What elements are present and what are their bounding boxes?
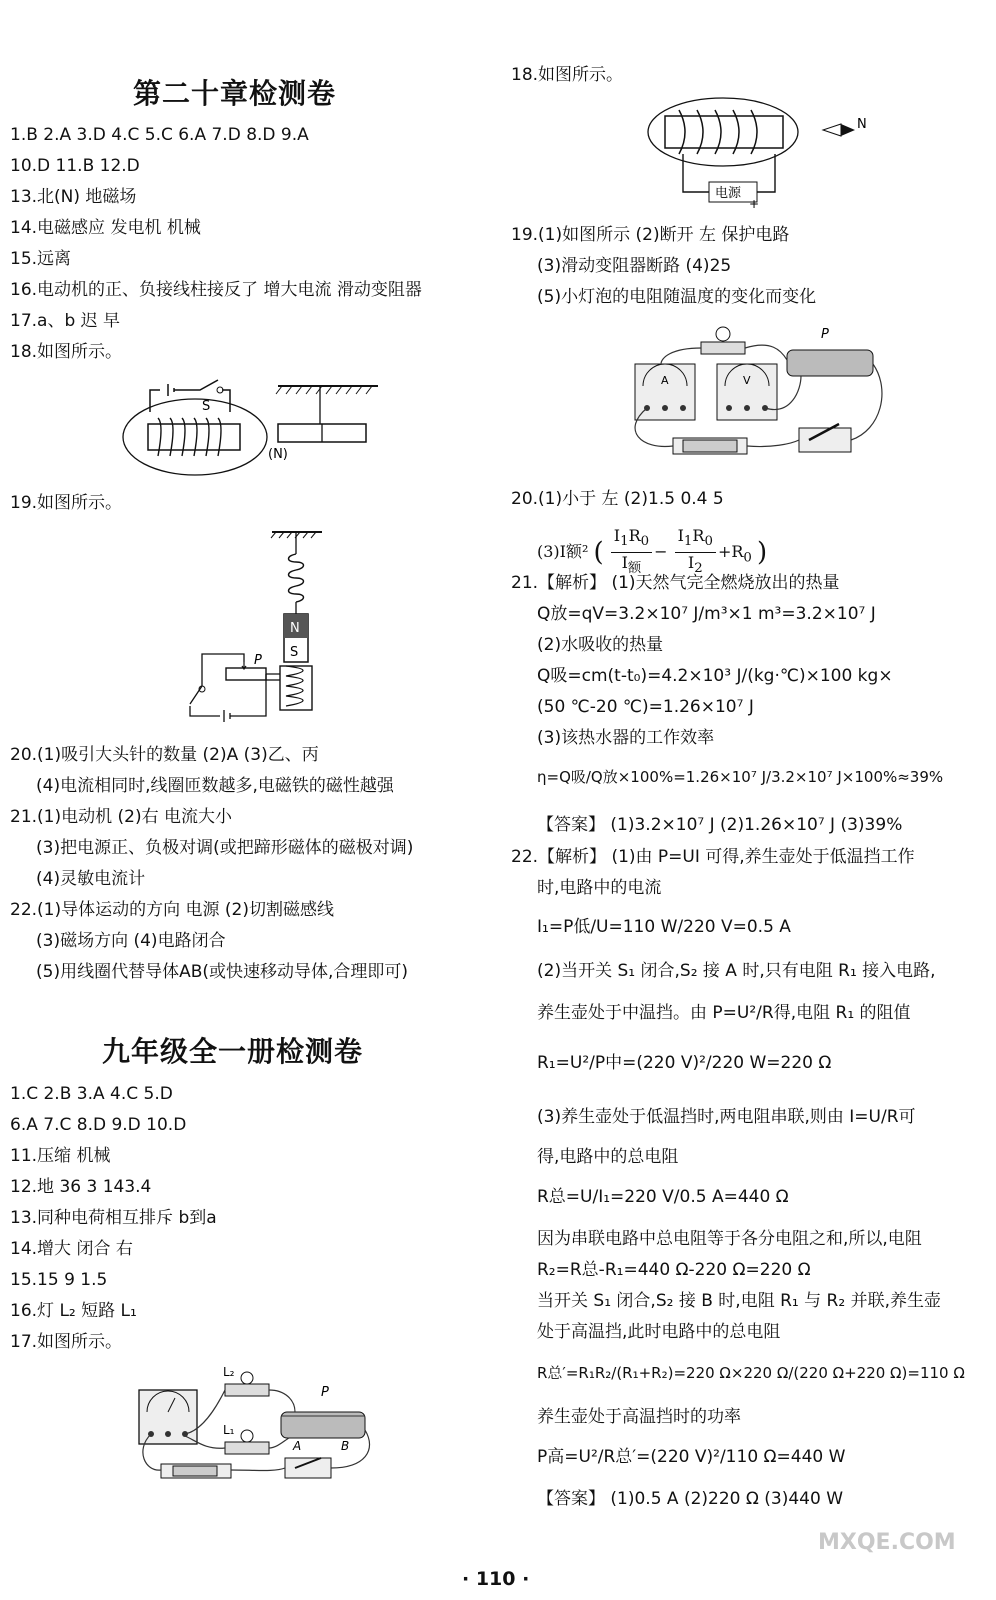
answer-box: 【答案】 (1)3.2×10⁷ J (2)1.26×10⁷ J (3)39% bbox=[537, 815, 903, 835]
figure-solenoid-compass bbox=[643, 92, 883, 210]
answer-line: 18.如图所示。 bbox=[10, 342, 123, 362]
answer-line: 14.增大 闭合 右 bbox=[10, 1239, 133, 1259]
section-heading-grade9: 九年级全一册检测卷 bbox=[102, 1035, 364, 1068]
parallel-resistance-formula: R总′=R₁R₂/(R₁+R₂)=220 Ω×220 Ω/(220 Ω+220 Ω)=110 Ω bbox=[537, 1364, 965, 1382]
analysis-line: 时,电路中的电流 bbox=[537, 878, 662, 898]
answer-line: (5)用线圈代替导体AB(或快速移动导体,合理即可) bbox=[36, 962, 409, 982]
resistance-r1-formula: R₁=U²/P中=(220 V)²/220 W=220 Ω bbox=[537, 1053, 832, 1073]
answer-line: 19.(1)如图所示 (2)断开 左 保护电路 bbox=[511, 225, 790, 245]
answer-line: 17.如图所示。 bbox=[10, 1332, 123, 1352]
analysis-line: 22.【解析】 (1)由 P=UI 可得,养生壶处于低温挡工作 bbox=[511, 847, 915, 867]
switch-label: S bbox=[202, 399, 211, 414]
answer-line: (3)把电源正、负极对调(或把蹄形磁体的磁极对调) bbox=[36, 838, 414, 858]
magnet-s-label: S bbox=[290, 645, 299, 660]
magnet-n-label: N bbox=[290, 621, 300, 636]
answer-line: 15.远离 bbox=[10, 249, 72, 269]
analysis-line: (50 ℃-20 ℃)=1.26×10⁷ J bbox=[537, 697, 754, 717]
terminal-a-label: A bbox=[293, 1439, 302, 1453]
slider-label: P bbox=[254, 653, 262, 668]
rheostat-p-label: P bbox=[321, 1385, 329, 1400]
answer-line: 19.如图所示。 bbox=[10, 493, 123, 513]
answer-line: 14.电磁感应 发电机 机械 bbox=[10, 218, 201, 238]
lamp-l2-label: L₂ bbox=[223, 1365, 235, 1379]
analysis-line: 得,电路中的总电阻 bbox=[537, 1147, 679, 1167]
figure-lamp-voltmeter-circuit bbox=[621, 320, 891, 470]
analysis-line: Q放=qV=3.2×10⁷ J/m³×1 m³=3.2×10⁷ J bbox=[537, 604, 876, 624]
answer-line: (3)滑动变阻器断路 (4)25 bbox=[537, 256, 732, 276]
watermark: MXQE.COM bbox=[818, 1530, 956, 1555]
analysis-line: 当开关 S₁ 闭合,S₂ 接 B 时,电阻 R₁ 与 R₂ 并联,养生壶 bbox=[537, 1291, 941, 1311]
analysis-line: (2)水吸收的热量 bbox=[537, 635, 664, 655]
page-number: · 110 · bbox=[462, 1568, 530, 1590]
lamp-l1-label: L₁ bbox=[223, 1423, 235, 1437]
q20-formula: (3)I额² ( $\frac{I_1R_0}{I_额}$ − $\frac{I_1R_0}{I_2}$ $+R_0$ ) bbox=[537, 526, 768, 577]
answer-line: 20.(1)吸引大头针的数量 (2)A (3)乙、丙 bbox=[10, 745, 319, 765]
answer-line: 10.D 11.B 12.D bbox=[10, 156, 140, 176]
section-heading-chapter20: 第二十章检测卷 bbox=[133, 77, 337, 110]
analysis-line: 因为串联电路中总电阻等于各分电阻之和,所以,电阻 bbox=[537, 1229, 922, 1249]
analysis-line: 养生壶处于中温挡。由 P=U²/R得,电阻 R₁ 的阻值 bbox=[537, 1003, 911, 1023]
analysis-line: (3)该热水器的工作效率 bbox=[537, 728, 715, 748]
plus-label: + bbox=[749, 197, 760, 210]
high-power-formula: P高=U²/R总′=(220 V)²/110 Ω=440 W bbox=[537, 1447, 846, 1467]
answer-line: 22.(1)导体运动的方向 电源 (2)切割磁感线 bbox=[10, 900, 335, 920]
figure-physical-circuit-lamps bbox=[125, 1360, 385, 1490]
terminal-b-label: B bbox=[341, 1439, 350, 1453]
pole-label: (N) bbox=[268, 447, 288, 462]
analysis-line: (2)当开关 S₁ 闭合,S₂ 接 A 时,只有电阻 R₁ 接入电路, bbox=[537, 961, 936, 981]
answer-line: 21.(1)电动机 (2)右 电流大小 bbox=[10, 807, 233, 827]
analysis-line: 养生壶处于高温挡时的功率 bbox=[537, 1407, 741, 1427]
answer-line: (3)磁场方向 (4)电路闭合 bbox=[36, 931, 226, 951]
answer-line: (4)灵敏电流计 bbox=[36, 869, 146, 889]
answer-line: 16.灯 L₂ 短路 L₁ bbox=[10, 1301, 137, 1321]
answer-line: 12.地 36 3 143.4 bbox=[10, 1177, 152, 1197]
total-resistance-formula: R总=U/I₁=220 V/0.5 A=440 Ω bbox=[537, 1187, 789, 1207]
answer-line: 15.15 9 1.5 bbox=[10, 1270, 108, 1290]
rheostat-p-label: P bbox=[821, 327, 829, 342]
answer-line: 16.电动机的正、负接线柱接反了 增大电流 滑动变阻器 bbox=[10, 280, 422, 300]
analysis-line: 处于高温挡,此时电路中的总电阻 bbox=[537, 1322, 781, 1342]
voltmeter-v-label: V bbox=[743, 374, 751, 387]
efficiency-formula: η=Q吸/Q放×100%=1.26×10⁷ J/3.2×10⁷ J×100%≈39% bbox=[537, 768, 944, 786]
compass-n-label: N bbox=[857, 117, 867, 132]
answer-line: 17.a、b 迟 早 bbox=[10, 311, 121, 331]
answer-line: 13.北(N) 地磁场 bbox=[10, 187, 137, 207]
answer-line: (4)电流相同时,线圈匝数越多,电磁铁的磁性越强 bbox=[36, 776, 394, 796]
answer-line: 13.同种电荷相互排斥 b到a bbox=[10, 1208, 217, 1228]
ammeter-a-label: A bbox=[661, 374, 669, 387]
answer-line: 6.A 7.C 8.D 9.D 10.D bbox=[10, 1115, 187, 1135]
answer-box: 【答案】 (1)0.5 A (2)220 Ω (3)440 W bbox=[537, 1489, 844, 1509]
power-source-label: 电源 bbox=[715, 186, 742, 201]
answer-line: 1.C 2.B 3.A 4.C 5.D bbox=[10, 1084, 173, 1104]
analysis-line: Q吸=cm(t-t₀)=4.2×10³ J/(kg·℃)×100 kg× bbox=[537, 666, 893, 686]
current-formula: I₁=P低/U=110 W/220 V=0.5 A bbox=[537, 917, 791, 937]
analysis-line: (3)养生壶处于低温挡时,两电阻串联,则由 I=U/R可 bbox=[537, 1107, 916, 1127]
analysis-line: 21.【解析】 (1)天然气完全燃烧放出的热量 bbox=[511, 573, 840, 593]
analysis-line: R₂=R总-R₁=440 Ω-220 Ω=220 Ω bbox=[537, 1260, 811, 1280]
answer-line: 11.压缩 机械 bbox=[10, 1146, 111, 1166]
answer-line: (5)小灯泡的电阻随温度的变化而变化 bbox=[537, 287, 817, 307]
answer-line: 20.(1)小于 左 (2)1.5 0.4 5 bbox=[511, 489, 724, 509]
answer-line: 1.B 2.A 3.D 4.C 5.C 6.A 7.D 8.D 9.A bbox=[10, 125, 309, 145]
answer-line: 18.如图所示。 bbox=[511, 65, 624, 85]
q20-formula-prefix: (3)I额² bbox=[537, 542, 589, 562]
figure-electromagnet-circuit bbox=[120, 372, 380, 482]
figure-spring-magnet-circuit bbox=[180, 526, 350, 736]
